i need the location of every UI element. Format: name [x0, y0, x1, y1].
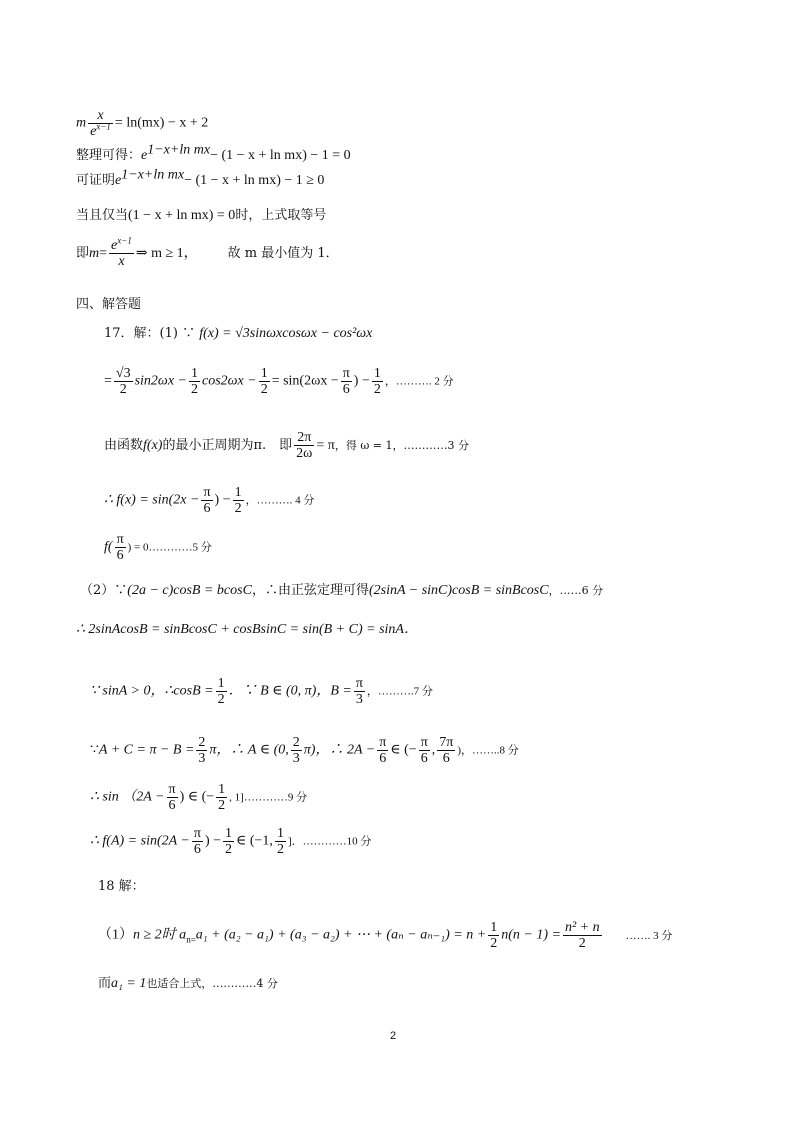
conclusion: 故 m 最小值为 1．: [227, 246, 339, 261]
fraction-sqrt3-2: $\frac{√3}{2}$: [115, 366, 131, 397]
problem-17-line-3: 由函数f(x)的最小正周期为π. 即 $\frac{2\pi}{2\omega}$ = π，得 ω = 1，…………3 分: [104, 430, 469, 461]
problem-18-line-2: 而a₁ = 1也适合上式，…………4 分: [98, 976, 278, 991]
problem-18-line-1: （1）n ≥ 2时 $a_{n=}a_1 + (a_2 - a_1) + (a_3 - a_2)$ + ⋯ + (aₙ − aₙ₋₁) = n + $\frac{1}{2}$ n(n − 1) = $\frac{\text{n² + n}}{2}$ ……. 3 分: [98, 920, 673, 951]
rhs: = ln(mx) − x + 2: [114, 115, 209, 131]
exp-power: 1−x+ln mx: [121, 167, 185, 183]
numerator: x: [88, 108, 113, 124]
part-2-line-5: ∴ sin （2A − $\frac{\pi}{6}$ ) ∈ (− $\frac{1}{2}$ , 1]…………9 分: [90, 782, 308, 813]
fraction: [109, 235, 134, 269]
part-2-line-3: ∵ sinA > 0，∴cosB = $\frac{1}{2}$ ．∵ B ∈ (0, π)，B = $\frac{\pi}{3}$ ，……….7 分: [90, 676, 433, 707]
fraction-pi-3: $\frac{\pi}{3}$: [355, 676, 363, 707]
part-2-line-2: ∴ 2sinAcosB = sinBcosC + cosBsinC = sin(B + C) = sinA．: [76, 622, 418, 637]
part-2-line-6: ∴ f(A) = sin(2A − $\frac{\pi}{6}$ ) − $\frac{1}{2}$ ∈ (−1, $\frac{1}{2}$ ]．…………10 分: [90, 826, 372, 857]
fraction-1-2: $\frac{1}{2}$: [490, 920, 498, 951]
rhs: − (1 − x + ln mx) − 1 ≥ 0: [184, 173, 325, 188]
fraction-1-2: $\frac{1}{2}$: [276, 826, 284, 857]
fraction-1-2: $\frac{1}{2}$: [190, 366, 198, 397]
formula: f(x) = √3sinωxcosωx − cos²ωx: [199, 326, 373, 341]
part-2-line-4: ∵A + C = π − B = $\frac{2}{3}$ π，∴ A ∈ (0, $\frac{2}{3}$ π)，∴ 2A − $\frac{\pi}{6}$ ∈ (− $\frac{\pi}{6}$ , $\frac{7\pi}{6}$ )，……..8 分: [90, 735, 519, 766]
exp-base: e: [115, 173, 122, 188]
label: 可证明: [76, 173, 116, 188]
fraction-1-2: $\frac{1}{2}$: [260, 366, 268, 397]
fraction-pi-6: $\frac{\pi}{6}$: [203, 485, 211, 516]
fraction-2pi-2omega: $\frac{2\pi}{2\omega}$: [296, 430, 313, 461]
numerator-base: e: [111, 238, 118, 253]
denominator-exp: x−1: [96, 121, 111, 132]
fraction-1-2: $\frac{1}{2}$: [218, 782, 226, 813]
var-m: m: [89, 246, 100, 261]
implication: ⇒ m ≥ 1，: [135, 246, 198, 261]
fraction-2-3: $\frac{2}{3}$: [198, 735, 206, 766]
fraction-pi-6: $\frac{\pi}{6}$: [193, 826, 201, 857]
fraction-1-2: $\frac{1}{2}$: [217, 676, 225, 707]
problem-18-label: 18 解：: [98, 879, 145, 894]
tail: 时，上式取等号: [235, 208, 327, 223]
fraction-1-2: $\frac{1}{2}$: [373, 366, 381, 397]
section-heading: 四、解答题: [76, 297, 142, 312]
numerator-exp: x−1: [117, 235, 132, 246]
fraction-pi-6: $\frac{\pi}{6}$: [168, 782, 176, 813]
label: 17．解：(1) ∵: [104, 326, 196, 341]
part-2-line-1: （2）∵(2a − c)cosB = bcosC，∴由正弦定理可得(2sinA − sinC)cosB = sinBcosC，……6 分: [80, 583, 604, 598]
exp-power: 1−x+ln mx: [147, 142, 211, 158]
condition: (1 − x + ln mx) = 0: [128, 208, 236, 223]
score: ，………. 2 分: [384, 375, 454, 388]
fraction: [88, 108, 113, 139]
denominator: x: [118, 254, 125, 269]
exp-base: e: [141, 148, 148, 163]
denominator-base: e: [90, 124, 97, 139]
equation-line-4: [76, 207, 326, 225]
fraction-pi-6: $\frac{\pi}{6}$: [420, 735, 428, 766]
problem-17-line-2: = $\frac{√3}{2}$ sin2ωx − $\frac{1}{2}$ cos2ωx − $\frac{1}{2}$ = sin(2ωx − $\frac{\pi}{6}$ ) − $\frac{1}{2}$ ，………. 2 分: [104, 366, 454, 397]
rhs: − (1 − x + ln mx) − 1 = 0: [210, 148, 351, 163]
var-m: m: [76, 115, 87, 131]
fraction-pi-6: $\frac{\pi}{6}$: [116, 532, 124, 563]
fraction-pi-6: $\frac{\pi}{6}$: [379, 735, 387, 766]
equation-line-2: [76, 142, 351, 165]
fraction-2-3: $\frac{2}{3}$: [292, 735, 300, 766]
equation-line-5: 即m= $\frac{e^{x-1}}{x}$ ⇒ m ≥ 1， 故 m 最小值为 1．: [76, 235, 339, 269]
label: 即: [76, 246, 90, 261]
problem-17-line-4: ∴ f(x) = sin(2x − $\frac{\pi}{6}$ ) − $\frac{1}{2}$ ，………. 4 分: [104, 485, 315, 516]
fraction-7pi-6: $\frac{7\pi}{6}$: [439, 735, 454, 766]
problem-17-line-1: [104, 325, 372, 343]
equation-line-3: [76, 167, 325, 190]
label: 当且仅当: [76, 208, 129, 223]
page-number: 2: [390, 1030, 397, 1042]
fraction-1-2: $\frac{1}{2}$: [225, 826, 233, 857]
problem-17-line-5: f( $\frac{\pi}{6}$ ) = 0…………5 分: [104, 532, 212, 563]
fraction-pi-6: $\frac{\pi}{6}$: [342, 366, 350, 397]
fraction-1-2: $\frac{1}{2}$: [234, 485, 242, 516]
fraction-n2n-2: $\frac{\text{n² + n}}{2}$: [564, 920, 600, 951]
equation-line-1: [76, 108, 208, 139]
label: 整理可得：: [76, 148, 142, 163]
